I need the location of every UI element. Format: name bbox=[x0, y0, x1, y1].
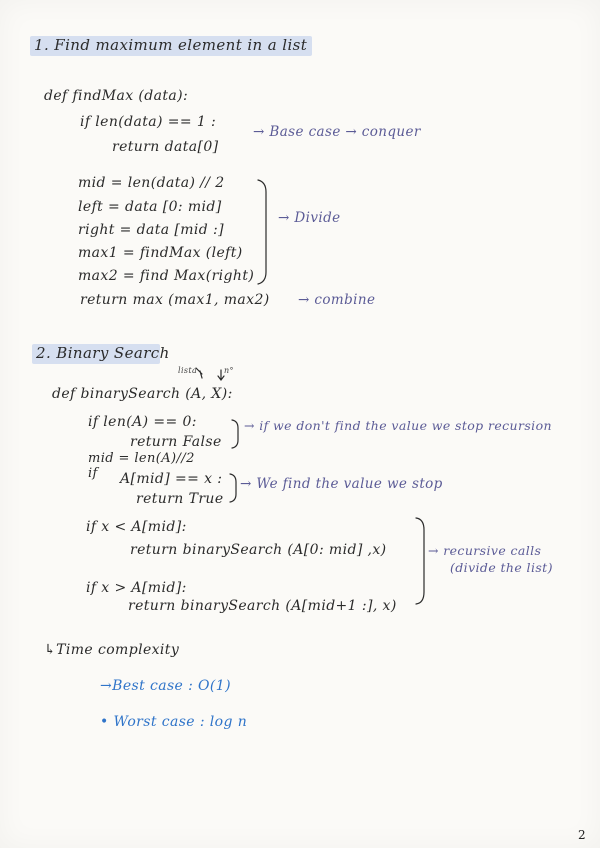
complexity-title: ↳Time complexity bbox=[44, 642, 180, 658]
param-note-list: lista bbox=[178, 366, 198, 375]
note-found: → We find the value we stop bbox=[240, 476, 443, 492]
code-line: A[mid] == x : bbox=[120, 471, 223, 487]
code-line: return False bbox=[130, 434, 222, 450]
note-combine: → combine bbox=[298, 292, 376, 308]
code-line: return max (max1, max2) bbox=[80, 292, 270, 308]
code-line: mid = len(A)//2 bbox=[88, 451, 195, 466]
worst-case: • Worst case : log n bbox=[100, 714, 248, 730]
note-base-case: → Base case → conquer bbox=[253, 124, 421, 140]
code-line: def findMax (data): bbox=[44, 88, 189, 104]
code-line: if x < A[mid]: bbox=[86, 519, 187, 535]
code-line: right = data [mid :] bbox=[78, 222, 224, 238]
code-line: if x > A[mid]: bbox=[86, 580, 187, 596]
param-note-number: n° bbox=[224, 366, 234, 375]
code-line: if bbox=[88, 466, 98, 481]
code-line: def binarySearch (A, X): bbox=[52, 386, 233, 402]
divide-bracket bbox=[258, 180, 266, 284]
code-line: return binarySearch (A[mid+1 :], x) bbox=[128, 598, 397, 614]
code-line: return data[0] bbox=[112, 139, 219, 155]
code-line: return True bbox=[136, 491, 224, 507]
list-arrow bbox=[196, 368, 202, 378]
best-case: →Best case : O(1) bbox=[100, 678, 231, 694]
note-recursive-calls: → recursive calls bbox=[428, 543, 542, 558]
section2-heading: 2. Binary Search bbox=[36, 344, 170, 362]
section1-heading: 1. Find maximum element in a list bbox=[34, 36, 308, 54]
code-line: max1 = findMax (left) bbox=[78, 245, 243, 261]
note-divide-list: (divide the list) bbox=[450, 560, 553, 575]
number-arrow bbox=[218, 370, 224, 380]
code-line: max2 = find Max(right) bbox=[78, 268, 255, 284]
code-line: if len(data) == 1 : bbox=[80, 114, 217, 130]
note-divide: → Divide bbox=[278, 210, 341, 226]
found-bracket bbox=[230, 474, 236, 502]
note-not-found: → if we don't find the value we stop recursion bbox=[244, 418, 552, 433]
not-found-bracket bbox=[232, 420, 238, 448]
code-line: mid = len(data) // 2 bbox=[78, 175, 225, 191]
code-line: if len(A) == 0: bbox=[88, 414, 197, 430]
code-line: left = data [0: mid] bbox=[78, 199, 222, 215]
recursive-bracket bbox=[416, 518, 424, 604]
code-line: return binarySearch (A[0: mid] ,x) bbox=[130, 542, 387, 558]
page-number: 2 bbox=[578, 828, 587, 842]
